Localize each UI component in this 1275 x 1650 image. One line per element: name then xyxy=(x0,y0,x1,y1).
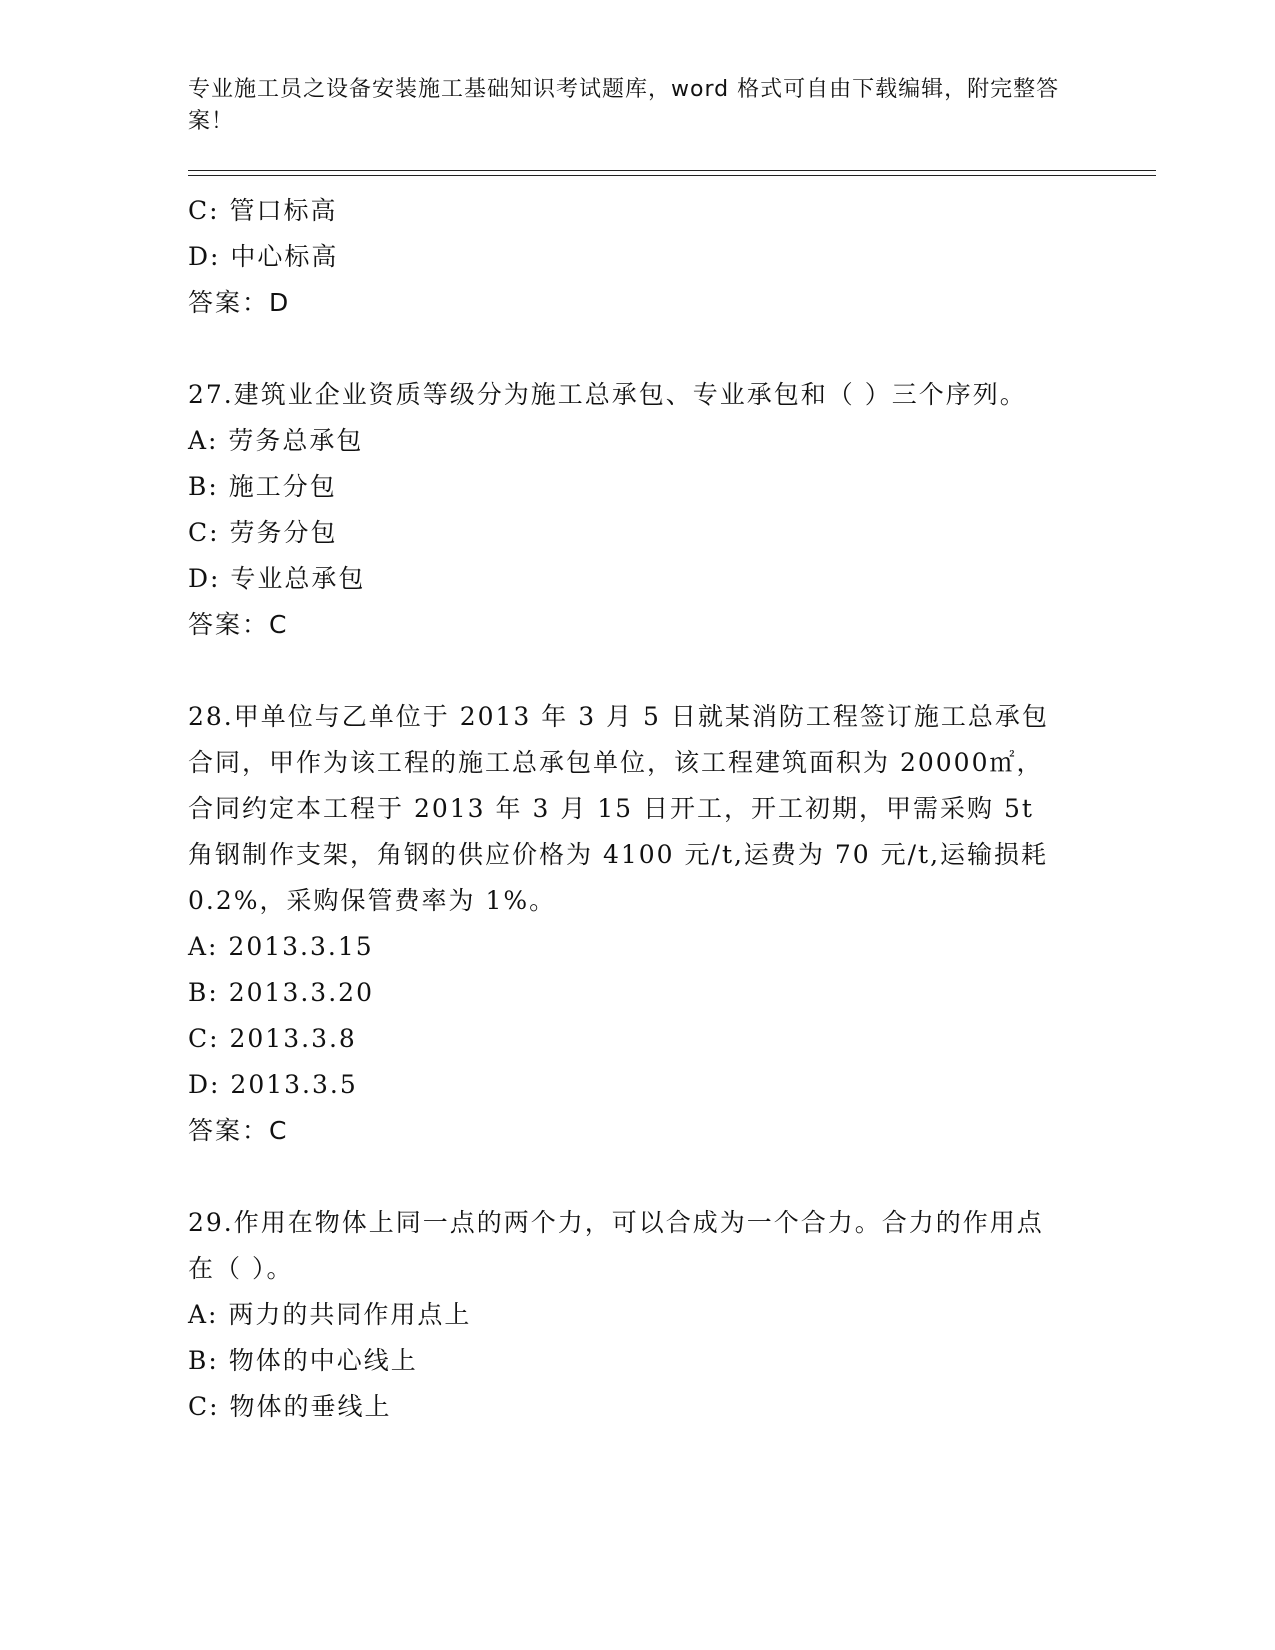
q27-option-a: A: 劳务总承包 xyxy=(188,426,364,455)
q26-answer: 答案：D xyxy=(188,288,291,317)
q26-option-c: C: 管口标高 xyxy=(188,196,338,225)
q29-stem: 29.作用在物体上同一点的两个力，可以合成为一个合力。合力的作用点在（ ）。 xyxy=(188,1208,1044,1283)
q28-answer: 答案：C xyxy=(188,1116,289,1145)
q28-option-a: A: 2013.3.15 xyxy=(188,932,374,961)
q27-stem: 27.建筑业企业资质等级分为施工总承包、专业承包和（ ）三个序列。 xyxy=(188,380,1027,409)
q29-option-a: A: 两力的共同作用点上 xyxy=(188,1300,472,1329)
q28-option-c: C: 2013.3.8 xyxy=(188,1024,357,1053)
q29-option-b: B: 物体的中心线上 xyxy=(188,1346,418,1375)
document-header: 专业施工员之设备安装施工基础知识考试题库，word 格式可自由下载编辑，附完整答案！ xyxy=(188,77,1060,134)
q27-option-b: B: 施工分包 xyxy=(188,472,337,501)
q28-option-b: B: 2013.3.20 xyxy=(188,978,374,1007)
question-list xyxy=(188,188,1068,1430)
q27-option-c: C: 劳务分包 xyxy=(188,518,338,547)
header-rule-top xyxy=(188,170,1156,171)
header-rule-bottom xyxy=(188,175,1156,176)
q28-option-d: D: 2013.3.5 xyxy=(188,1070,358,1099)
q26-option-d: D: 中心标高 xyxy=(188,242,339,271)
q27-answer: 答案：C xyxy=(188,610,289,639)
q27-option-d: D: 专业总承包 xyxy=(188,564,366,593)
q28-stem: 28.甲单位与乙单位于 2013 年 3 月 5 日就某消防工程签订施工总承包合同，甲作为该工程的施工总承包单位，该工程建筑面积为 20000㎡，合同约定本工程于 2013 年 3 月 15 日开工，开工初期，甲需采购 5t 角钢制作支架，角钢的供应价格为 4100 元/t,运费为 70 元/t,运输损耗 0.2%，采购保管费率为 1%。 xyxy=(188,702,1049,915)
q29-option-c: C: 物体的垂线上 xyxy=(188,1392,392,1421)
